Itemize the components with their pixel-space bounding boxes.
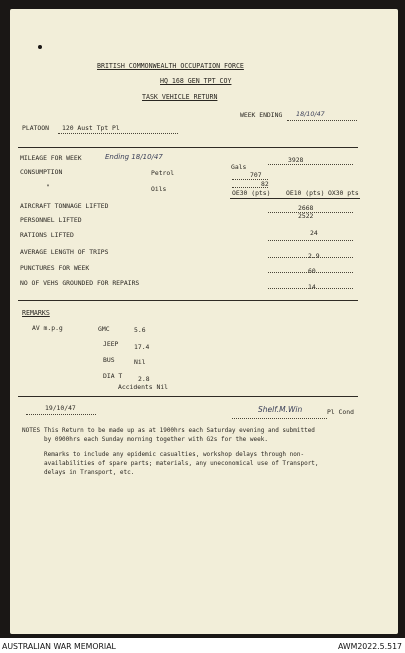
header-line1: BRITISH COMMONWEALTH OCCUPATION FORCE	[97, 62, 244, 70]
remarks-row-type: GMC	[98, 325, 110, 333]
remarks-title: REMARKS	[22, 309, 50, 317]
mileage-dots	[268, 164, 353, 165]
punch-hole	[38, 45, 42, 49]
ditto-mark: "	[46, 183, 50, 191]
tonnage-value: 2668	[298, 204, 314, 212]
week-ending-dots	[287, 120, 357, 121]
signature: Shelf.M.Win	[258, 405, 303, 414]
rations-label: RATIONS LIFTED	[20, 231, 74, 239]
gals-label: Gals	[231, 163, 247, 171]
notes-line1: This Return to be made up as at 1900hrs each Saturday evening and submitted	[44, 427, 315, 434]
notes-line4: availabilities of spare parts; materials, any uneconomical use of Transport,	[44, 460, 319, 467]
footer-institution: AUSTRALIAN WAR MEMORIAL	[2, 642, 116, 651]
sign-role: Pl Cond	[327, 408, 354, 416]
accidents-note: Accidents Nil	[118, 383, 169, 391]
rations-dots	[268, 240, 353, 241]
oils-dots	[232, 187, 268, 188]
notes-prefix: NOTES	[22, 427, 41, 434]
consumption-label: CONSUMPTION	[20, 168, 63, 176]
sign-date: 19/10/47	[45, 404, 76, 412]
divider-top	[18, 147, 358, 148]
remarks-row-value: 5.6	[134, 326, 146, 334]
punctures-label: PUNCTURES FOR WEEK	[20, 264, 90, 272]
petrol-label: Petrol	[151, 169, 175, 177]
mileage-ending: Ending 18/10/47	[105, 153, 163, 161]
divider-lower	[18, 396, 358, 397]
oils-sub-oe10: OE10 (pts)	[286, 189, 325, 197]
oils-underline	[230, 198, 360, 199]
grounded-dots	[268, 288, 353, 289]
notes-line3: Remarks to include any epidemic casualties, workshop delays through non-	[44, 451, 305, 458]
oils-sub-oe30: OE30 (pts)	[232, 189, 271, 197]
remarks-row-value: Nil	[134, 358, 146, 366]
rations-value: 24	[310, 229, 318, 237]
platoon-value: 120 Aust Tpt Pl	[62, 124, 120, 132]
notes-line5: delays in Transport, etc.	[44, 469, 135, 476]
platoon-dots	[58, 133, 178, 134]
mileage-value: 3928	[288, 156, 304, 164]
divider-middle	[18, 300, 358, 301]
footer-accession: AWM2022.5.517	[338, 642, 402, 651]
avg-trip-label: AVERAGE LENGTH OF TRIPS	[20, 248, 109, 256]
document-page	[10, 9, 398, 634]
avg-trip-value: 2.9	[308, 252, 320, 260]
avg-trip-dots	[268, 257, 353, 258]
punctures-dots	[268, 272, 353, 273]
platoon-label: PLATOON	[22, 124, 49, 132]
grounded-value: 14	[308, 283, 316, 291]
week-ending-label: WEEK ENDING	[240, 111, 283, 119]
week-ending-value: 18/10/47	[296, 110, 325, 118]
header-line3: TASK VEHICLE RETURN	[142, 93, 218, 101]
oils-value: 82	[261, 180, 269, 188]
petrol-value: 707	[250, 171, 262, 179]
personnel-value: 2522	[298, 212, 314, 220]
oils-label: Oils	[151, 185, 167, 193]
grounded-label: NO OF VEHS GROUNDED FOR REPAIRS	[20, 279, 140, 287]
remarks-row-type: DIA T	[103, 372, 123, 380]
remarks-row-value: 17.4	[134, 343, 150, 351]
mileage-label: MILEAGE FOR WEEK	[20, 154, 82, 162]
personnel-label: PERSONNEL LIFTED	[20, 216, 82, 224]
notes-line2: by 0900hrs each Sunday morning together with G2s for the week.	[44, 436, 268, 443]
mpg-label: AV m.p.g	[32, 324, 63, 332]
remarks-row-type: JEEP	[103, 340, 119, 348]
signature-dots	[232, 418, 327, 419]
header-line2: HQ 168 GEN TPT COY	[160, 77, 232, 85]
punctures-value: 60	[308, 267, 316, 275]
tonnage-label: AIRCRAFT TONNAGE LIFTED	[20, 202, 109, 210]
remarks-row-value: 2.8	[138, 375, 150, 383]
sign-date-dots	[26, 414, 96, 415]
remarks-row-type: BUS	[103, 356, 115, 364]
oils-sub-ox30: OX30 pts	[328, 189, 359, 197]
